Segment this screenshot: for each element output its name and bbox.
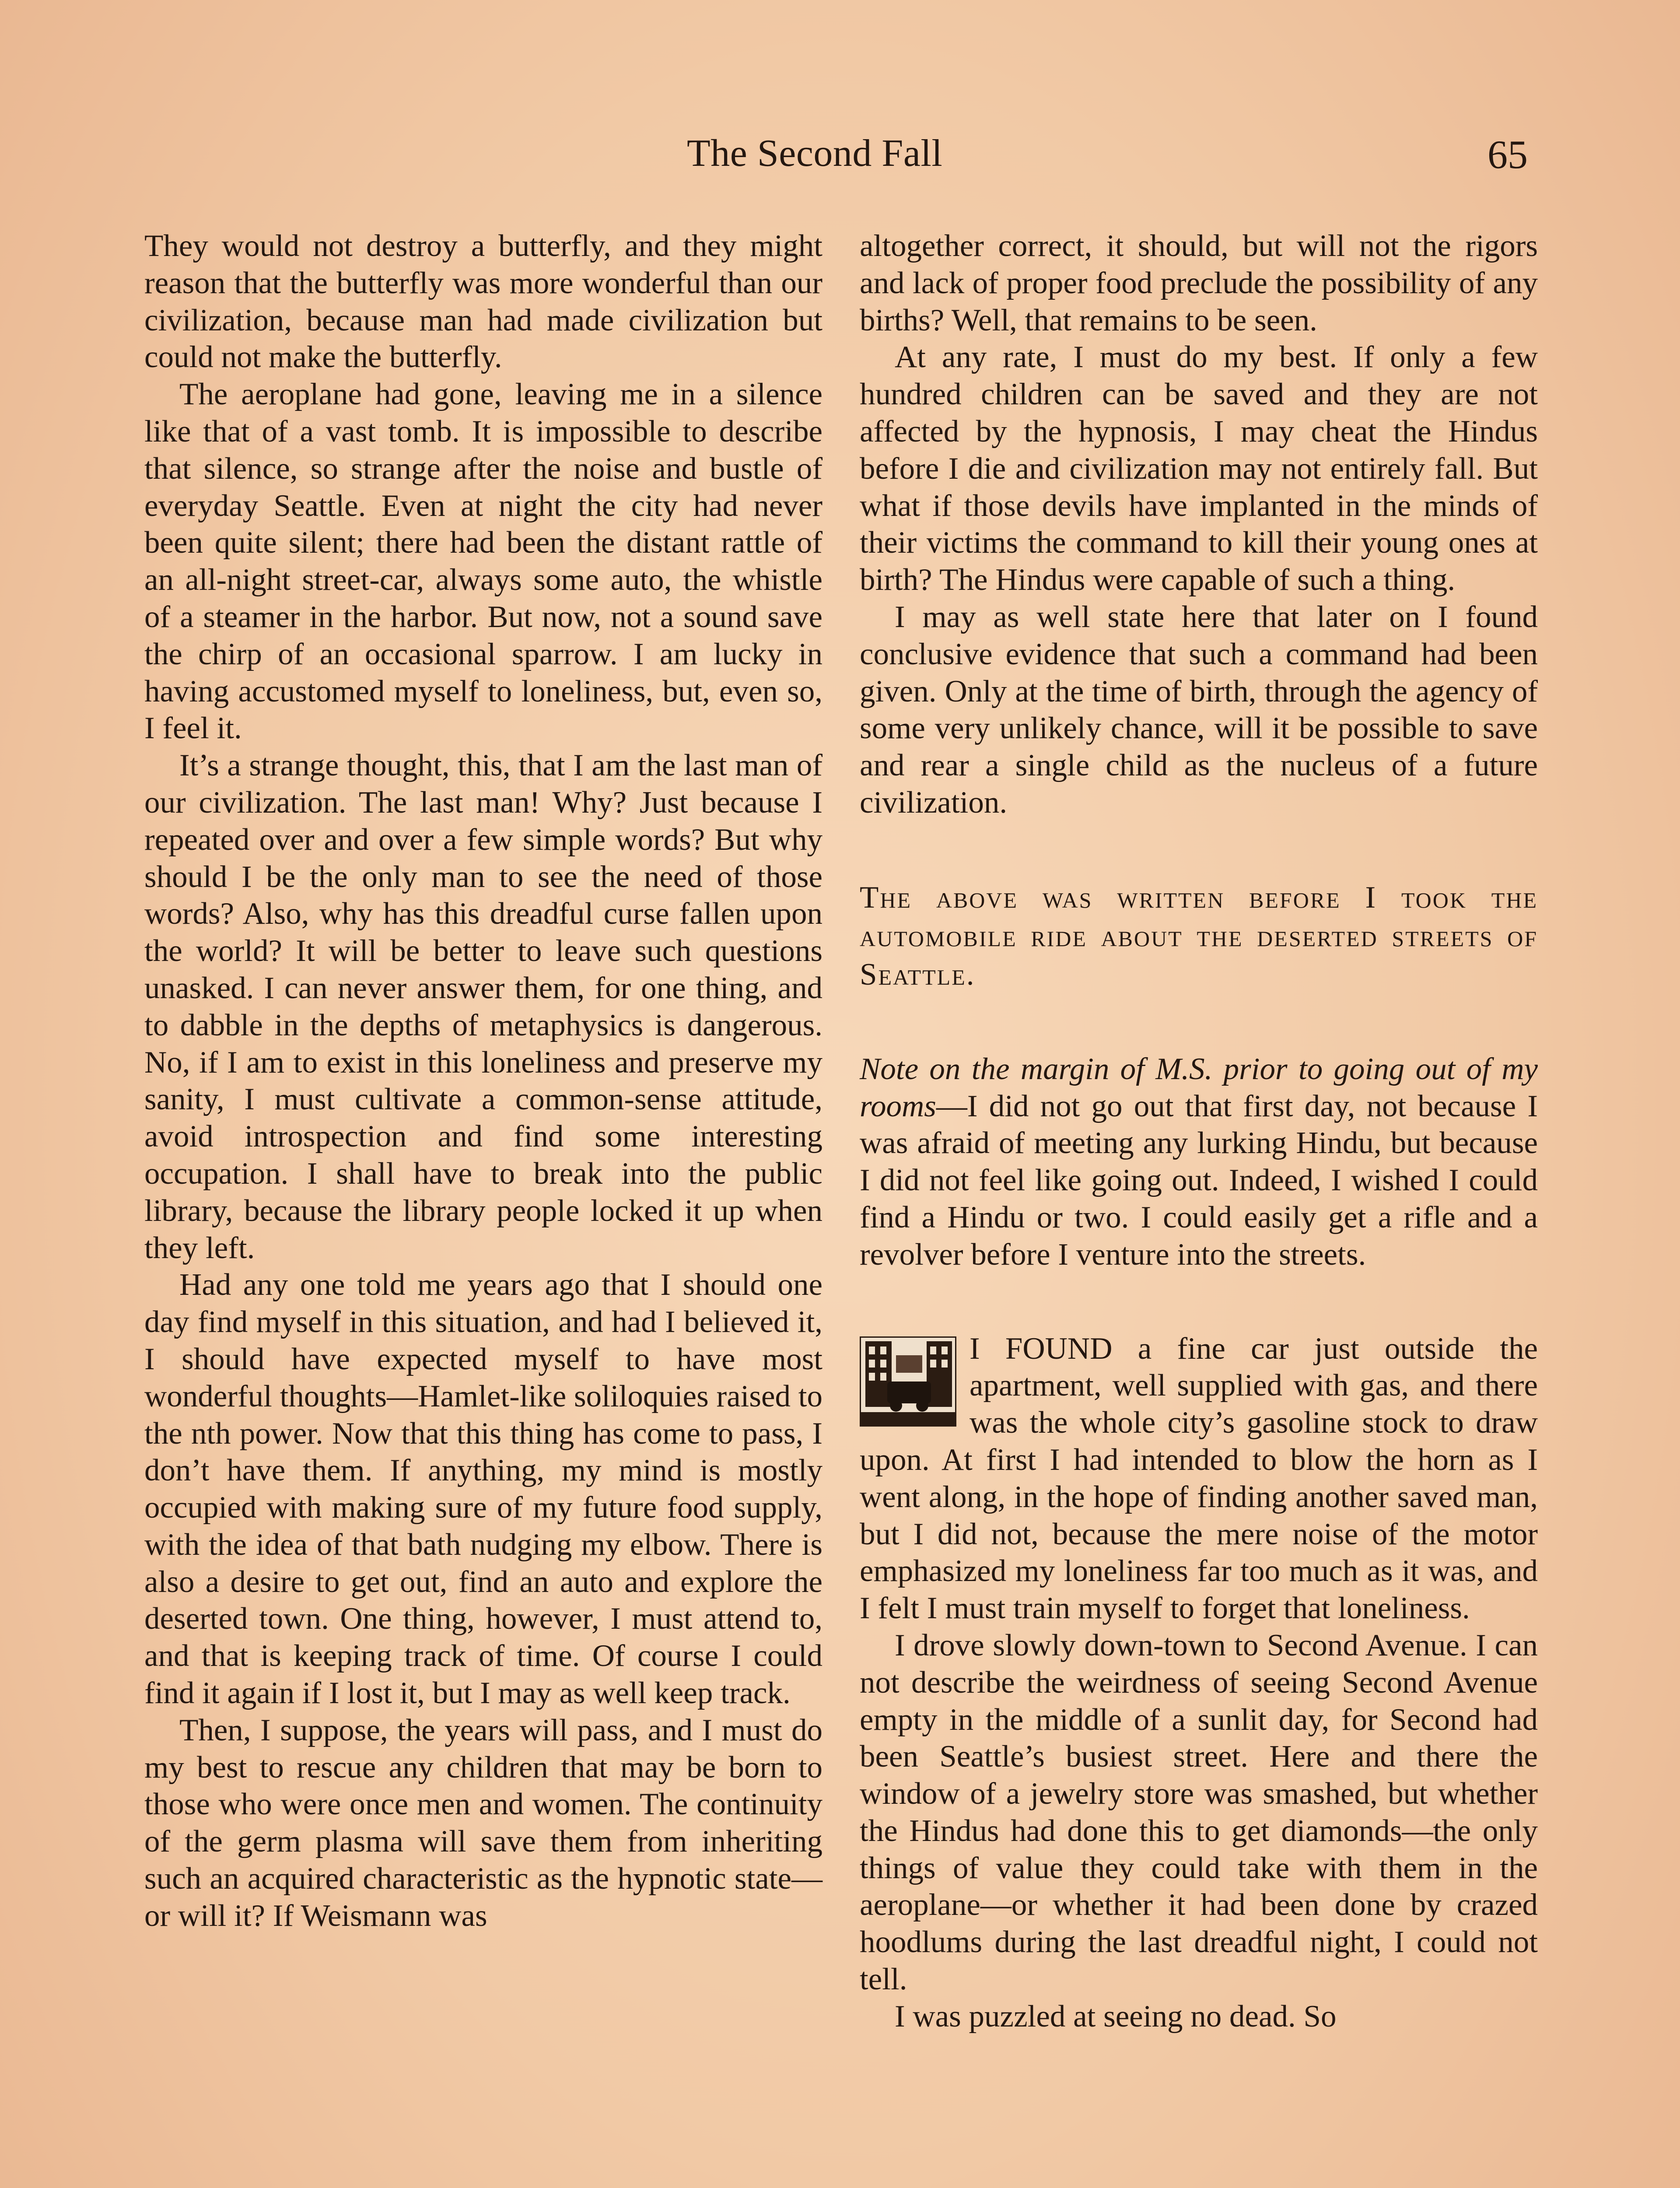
dropcap-paragraph [860,1330,1538,1627]
paragraph: I was puzzled at seeing no dead. So [895,1999,1337,2034]
paragraph: I drove slowly down-town to Second Avenue. I can not describe the weirdness of seeing Second Avenue empty in the middle of a sunlit day, for Second had been Seattle’s busiest street. Here and there the window of a jewelry store was smashed, but whether the Hindus had done this to get diamonds—the only things of value they could take with them in the aeroplane—or whether it had been done by crazed hoodlums during the last dreadful night, I could not tell. [860,1628,1538,1997]
margin-note-text: —I did not go out that first day, not because I was afraid of meeting any lurking Hindu, but because I did not feel like going out. Indeed, I wished I could find a Hindu or two. I could easily get a rifle and a revolver before I venture into the streets. [860,1089,1538,1272]
paragraph: Then, I suppose, the years will pass, and I must do my best to rescue any children that may be born to those who were once men and women. The continuity of the germ plasma will save them from inheriting such an acquired characteristic as the hypnotic state—or will it? If Weismann was [144,1713,822,1933]
page-number: 65 [1488,132,1528,177]
editor-note: The above was written before I took the automobile ride about the deserted streets of Seattle. [860,880,1538,992]
left-column [144,228,822,1935]
paragraph: I may as well state here that later on I found conclusive evidence that such a command had been given. Only at the time of birth, through the agency of some very unlikely chance, will it be possible to save and rear a single child as the nucleus of a future civilization. [860,600,1538,820]
dropcap-lead: I FOUND [970,1331,1113,1366]
running-header-title: The Second Fall [687,132,943,175]
margin-note [860,1051,1538,1273]
paragraph: At any rate, I must do my best. If only a few hundred children can be saved and they are not affected by the hypnosis, I may cheat the Hindus before I die and civilization may not entirely fall. But what if those devils have implanted in the minds of their victims the command to kill their young ones at birth? The Hindus were capable of such a thing. [860,340,1538,597]
right-column [860,228,1538,2035]
paragraph: They would not destroy a butterfly, and they might reason that the butterfly was more wonderful than our civilization, because man had made civilization but could not make the butterfly. [144,229,822,375]
paragraph: Had any one told me years ago that I should one day find myself in this situation, and had I believed it, I should have expected myself to have most wonderful thoughts—Hamlet-like soliloquies raised to the nth power. Now that this thing has come to pass, I don’t have them. If anything, my mind is mostly occupied with making sure of my future food supply, with the idea of that bath nudging my elbow. There is also a desire to get out, find an auto and explore the deserted town. One thing, however, I must attend to, and that is keeping track of time. Of course I could find it again if I lost it, but I may as well keep track. [144,1268,822,1711]
paragraph: The aeroplane had gone, leaving me in a silence like that of a vast tomb. It is impossible to describe that silence, so strange after the noise and bustle of everyday Seattle. Even at night the city had never been quite silent; there had been the distant rattle of an all-night street-car, always some auto, the whistle of a steamer in the harbor. But now, not a sound save the chirp of an occasional sparrow. I am lucky in having accustomed myself to loneliness, but, even so, I feel it. [144,377,822,746]
paragraph: It’s a strange thought, this, that I am the last man of our civilization. The last man! Why? Just because I repeated over and over a few simple words? But why should I be the only man to see the need of those words? Also, why has this dreadful curse fallen upon the world? It will be better to leave such questions unasked. I can never answer them, for one thing, and to dabble in the depths of metaphysics is dangerous. No, if I am to exist in this loneliness and preserve my sanity, I must cultivate a common-sense attitude, avoid introspection and find some interesting occupation. I shall have to break into the public library, because the library people locked it up when they left. [144,748,822,1265]
margin-note-label: Note on the margin of M.S. prior to going out of my rooms [860,1052,1538,1123]
paragraph: altogether correct, it should, but will not the rigors and lack of proper food preclude the possibility of any births? Well, that remains to be seen. [860,229,1538,337]
dropcap-text: a fine car just outside the apartment, well supplied with gas, and there was the whole city’s gasoline stock to draw upon. At first I had intended to blow the horn as I went along, in the hope of finding another saved man, but I did not, because the mere noise of the motor emphasized my loneliness far too much as it was, and I felt I must train myself to forget that loneliness. [860,1331,1538,1626]
illustrated-initial-icon [860,1336,956,1427]
